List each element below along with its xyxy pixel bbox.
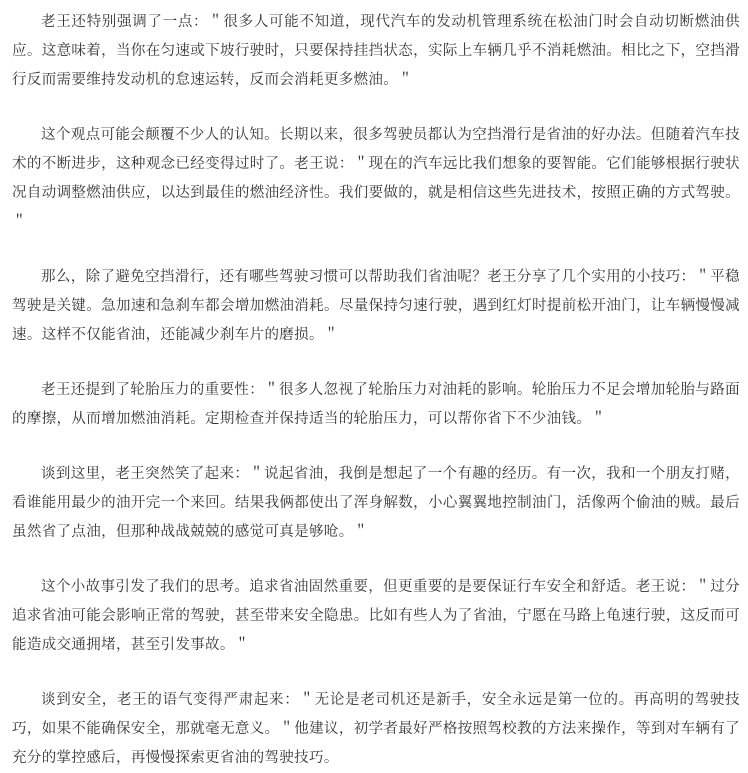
paragraph-tire-pressure: 老王还提到了轮胎压力的重要性：＂很多人忽视了轮胎压力对油耗的影响。轮胎压力不足会增加轮胎与路面的摩擦，从而增加燃油消耗。定期检查并保持适当的轮胎压力，可以帮你省下不少油钱。＂: [12, 382, 740, 427]
paragraph-safety-over-savings: 这个小故事引发了我们的思考。追求省油固然重要，但更重要的是要保证行车安全和舒适。老王说：＂过分追求省油可能会影响正常的驾驶，甚至带来安全隐患。比如有些人为了省油，宁愿在马路上龟速行驶，这反而可能造成交通拥堵，甚至引发事故。＂: [12, 579, 740, 653]
paragraph-funny-bet-story: 谈到这里，老王突然笑了起来：＂说起省油，我倒是想起了一个有趣的经历。有一次，我和一个朋友打赌，看谁能用最少的油开完一个来回。结果我俩都使出了浑身解数，小心翼翼地控制油门，活像两个偷油的贼。最后虽然省了点油，但那种战战兢兢的感觉可真是够呛。＂: [12, 466, 740, 540]
paragraph-engine-fuel-cut: 老王还特别强调了一点：＂很多人可能不知道，现代汽车的发动机管理系统在松油门时会自动切断燃油供应。这意味着，当你在匀速或下坡行驶时，只要保持挂挡状态，实际上车辆几乎不消耗燃油。相比之下，空挡滑行反而需要维持发动机的怠速运转，反而会消耗更多燃油。＂: [12, 14, 740, 88]
paragraph-outdated-belief: 这个观点可能会颠覆不少人的认知。长期以来，很多驾驶员都认为空挡滑行是省油的好办法。但随着汽车技术的不断进步，这种观念已经变得过时了。老王说：＂现在的汽车远比我们想象的要智能。它们能够根据行驶状况自动调整燃油供应，以达到最佳的燃油经济性。我们要做的，就是相信这些先进技术，按照正确的方式驾驶。＂: [12, 127, 740, 230]
paragraph-smooth-driving-tips: 那么，除了避免空挡滑行，还有哪些驾驶习惯可以帮助我们省油呢？老王分享了几个实用的小技巧：＂平稳驾驶是关键。急加速和急刹车都会增加燃油消耗。尽量保持匀速行驶，遇到红灯时提前松开油门，让车辆慢慢减速。这样不仅能省油，还能减少刹车片的磨损。＂: [12, 269, 740, 343]
paragraph-safety-first: 谈到安全，老王的语气变得严肃起来：＂无论是老司机还是新手，安全永远是第一位的。再高明的驾驶技巧，如果不能确保安全，那就毫无意义。＂他建议，初学者最好严格按照驾校教的方法来操作，等到对车辆有了充分的掌控感后，再慢慢探索更省油的驾驶技巧。: [12, 692, 740, 766]
